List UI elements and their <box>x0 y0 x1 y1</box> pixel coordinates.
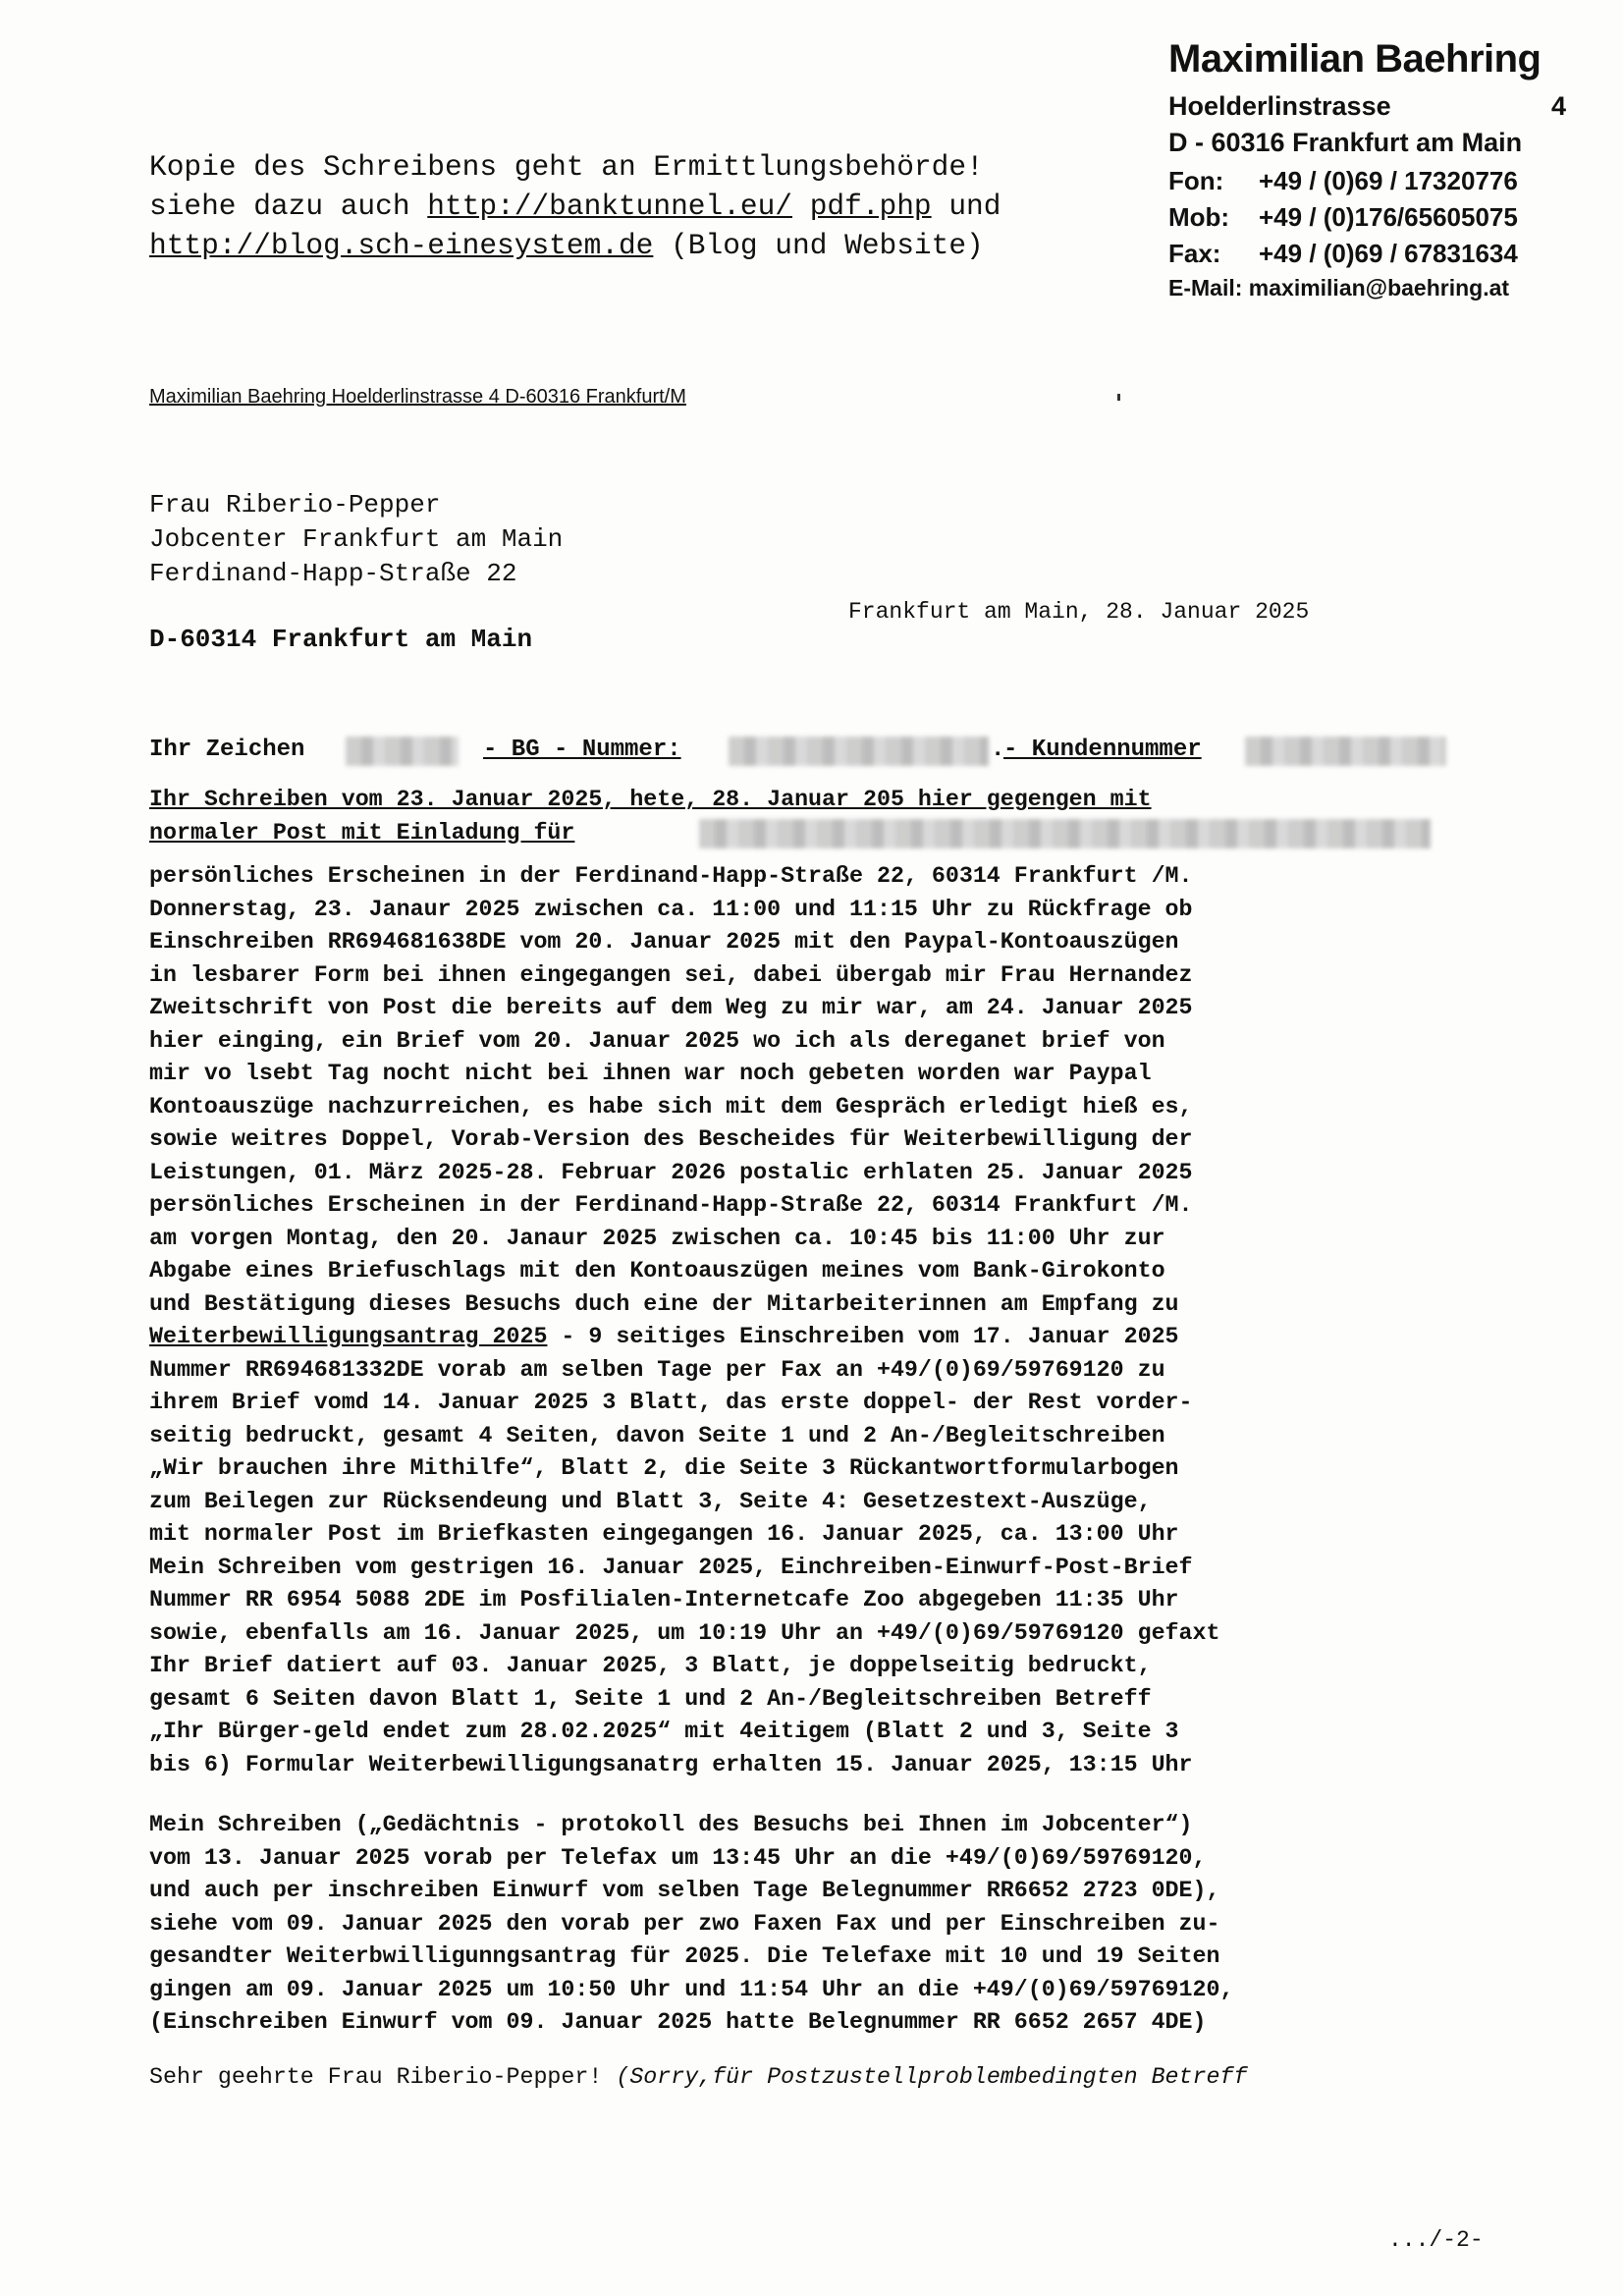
copy-note-text: und <box>931 190 1001 223</box>
body-paragraph-1 <box>149 860 1485 1781</box>
copy-note-line-1: Kopie des Schreibens geht an Ermittlungsbehörde! <box>149 150 984 184</box>
body-paragraph-1-line: persönliches Erscheinen in der Ferdinand-Happ-Straße 22, 60314 Frankfurt /M. <box>149 1192 1193 1218</box>
page-continuation: .../-2- <box>1388 2227 1484 2253</box>
body-paragraph-1-line: Nummer RR694681332DE vorab am selben Tage per Fax an +49/(0)69/59769120 zu <box>149 1356 1165 1383</box>
sender-letterhead <box>1168 37 1571 301</box>
body-paragraph-1-line: Mein Schreiben vom gestrigen 16. Januar 2025, Einchreiben-Einwurf-Post-Brief <box>149 1554 1193 1580</box>
body-paragraph-1-line: in lesbarer Form bei ihnen eingegangen sei, dabei übergab mir Frau Hernandez <box>149 961 1193 988</box>
copy-note <box>149 147 1001 265</box>
sender-name: Maximilian Baehring <box>1168 37 1542 81</box>
subject-line-2 <box>149 817 1485 850</box>
body-paragraph-1-line: Abgabe eines Briefuschlags mit den Kontoauszügen meines vom Bank-Girokonto <box>149 1258 1165 1284</box>
body-paragraph-2 <box>149 1809 1485 2040</box>
body-paragraph-1-line: Weiterbewilligungsantrag 2025 - 9 seitiges Einschreiben vom 17. Januar 2025 <box>149 1324 1179 1349</box>
subject-block <box>149 784 1485 849</box>
recipient-address <box>149 488 563 591</box>
body-paragraph-1-line: hier einging, ein Brief vom 20. Januar 2025 wo ich als dereganet brief von <box>149 1027 1165 1054</box>
body-paragraph-1-line: gesamt 6 Seiten davon Blatt 1, Seite 1 und 2 An-/Begleitschreiben Betreff <box>149 1685 1152 1712</box>
contact-phone-label: Fon: <box>1168 166 1224 195</box>
subject-line-2-text: normaler Post mit Einladung für <box>149 819 575 846</box>
link-banktunnel[interactable]: http://banktunnel.eu/ <box>427 190 793 223</box>
contact-fax <box>1168 239 1571 269</box>
body-paragraph-2-line: gingen am 09. Januar 2025 um 10:50 Uhr und 11:54 Uhr an die +49/(0)69/59769120, <box>149 1976 1234 2002</box>
body-paragraph-2-line: siehe vom 09. Januar 2025 den vorab per zwo Faxen Fax und per Einschreiben zu- <box>149 1910 1220 1937</box>
recipient-organisation: Jobcenter Frankfurt am Main <box>149 524 564 554</box>
body-paragraph-2-line: (Einschreiben Einwurf vom 09. Januar 2025 hatte Belegnummer RR 6652 2657 4DE) <box>149 2009 1207 2035</box>
contact-fax-value: +49 / (0)69 / 67831634 <box>1259 239 1518 268</box>
body-paragraph-1-line: mit normaler Post im Briefkasten eingegangen 16. Januar 2025, ca. 13:00 Uhr <box>149 1521 1179 1547</box>
link-pdf[interactable]: pdf.php <box>809 190 932 223</box>
ref-zeichen-label: Ihr Zeichen <box>149 737 305 763</box>
salutation <box>149 2064 1247 2090</box>
body-paragraph-1-line: persönliches Erscheinen in der Ferdinand-Happ-Straße 22, 60314 Frankfurt /M. <box>149 863 1193 889</box>
body-paragraph-2-line: Mein Schreiben („Gedächtnis - protokoll des Besuchs bei Ihnen im Jobcenter“) <box>149 1812 1193 1837</box>
sender-house-number: 4 <box>1550 91 1566 121</box>
fold-mark <box>1117 394 1120 401</box>
redacted-bg-number <box>729 737 989 766</box>
place-date: Frankfurt am Main, 28. Januar 2025 <box>848 599 1310 625</box>
body-paragraph-1-line: Kontoauszüge nachzurreichen, es habe sich mit dem Gespräch erledigt hieß es, <box>149 1093 1193 1120</box>
body-paragraph-1-line: seitig bedruckt, gesamt 4 Seiten, davon Seite 1 und 2 An-/Begleitschreiben <box>149 1422 1165 1449</box>
body-paragraph-1-line: Ihr Brief datiert auf 03. Januar 2025, 3 Blatt, je doppelseitig bedruckt, <box>149 1653 1152 1678</box>
copy-note-line-2 <box>149 187 1001 226</box>
redacted-kundennummer <box>1245 737 1446 766</box>
salutation-text: Sehr geehrte Frau Riberio-Pepper! <box>149 2064 603 2090</box>
body-paragraph-2-line: vom 13. Januar 2025 vorab per Telefax um 13:45 Uhr an die +49/(0)69/59769120, <box>149 1844 1207 1871</box>
body-paragraph-1-line: am vorgen Montag, den 20. Janaur 2025 zwischen ca. 10:45 bis 11:00 Uhr zur <box>149 1225 1165 1251</box>
redacted-invitation-details <box>699 819 1431 848</box>
body-paragraph-1-line: Nummer RR 6954 5088 2DE im Posfilialen-Internetcafe Zoo abgegeben 11:35 Uhr <box>149 1587 1179 1613</box>
body-paragraph-1-line: zum Beilegen zur Rücksendeung und Blatt 3, Seite 4: Gesetzestext-Auszüge, <box>149 1488 1152 1514</box>
contact-mobile-label: Mob: <box>1168 202 1230 232</box>
contact-phone-value: +49 / (0)69 / 17320776 <box>1259 166 1518 195</box>
contact-mobile <box>1168 202 1571 233</box>
body-paragraph-1-line: ihrem Brief vomd 14. Januar 2025 3 Blatt, das erste doppel- der Rest vorder- <box>149 1390 1193 1415</box>
sender-street-row <box>1168 91 1566 122</box>
body-paragraph-1-line: Einschreiben RR694681638DE vom 20. Januar 2025 mit den Paypal-Kontoauszügen <box>149 929 1179 955</box>
return-address-line: Maximilian Baehring Hoelderlinstrasse 4 D-60316 Frankfurt/M <box>149 386 686 408</box>
link-blog[interactable]: http://blog.sch-einesystem.de <box>149 229 654 262</box>
ref-bg-label: - BG - Nummer: <box>483 737 681 763</box>
body-paragraph-2-line: und auch per inschreiben Einwurf vom selben Tage Belegnummer RR6652 2723 0DE), <box>149 1878 1220 1903</box>
body-paragraph-1-line: Leistungen, 01. März 2025-28. Februar 2026 postalic erhlaten 25. Januar 2025 <box>149 1159 1193 1185</box>
recipient-street: Ferdinand-Happ-Straße 22 <box>149 559 517 588</box>
body-paragraph-1-line: sowie weitres Doppel, Vorab-Version des Bescheides für Weiterbewilligung der <box>149 1126 1193 1152</box>
contact-email: E-Mail: maximilian@baehring.at <box>1168 275 1510 301</box>
body-paragraph-1-line: „Wir brauchen ihre Mithilfe“, Blatt 2, die Seite 3 Rückantwortformularbogen <box>149 1455 1179 1481</box>
body-paragraph-1-line: Donnerstag, 23. Janaur 2025 zwischen ca. 11:00 und 11:15 Uhr zu Rückfrage ob <box>149 896 1193 922</box>
recipient-name: Frau Riberio-Pepper <box>149 490 441 519</box>
body-paragraph-1-line: sowie, ebenfalls am 16. Januar 2025, um 10:19 Uhr an +49/(0)69/59769120 gefaxt <box>149 1619 1220 1646</box>
body-paragraph-1-line: bis 6) Formular Weiterbewilligungsanatrg erhalten 15. Januar 2025, 13:15 Uhr <box>149 1751 1193 1777</box>
body-paragraph-1-line: mir vo lsebt Tag nocht nicht bei ihnen war noch gebeten worden war Paypal <box>149 1061 1152 1086</box>
copy-note-line-3 <box>149 226 1001 265</box>
sender-city: D - 60316 Frankfurt am Main <box>1168 128 1523 157</box>
body-paragraph-2-line: gesandter Weiterbwilligunngsantrag für 2025. Die Telefaxe mit 10 und 19 Seiten <box>149 1943 1220 1969</box>
body-paragraph-1-line: und Bestätigung dieses Besuchs duch eine der Mitarbeiterinnen am Empfang zu <box>149 1290 1179 1317</box>
copy-note-text: siehe dazu auch <box>149 190 428 223</box>
redacted-zeichen <box>346 737 459 766</box>
salutation-note: (Sorry,für Postzustellproblembedingten Betreff <box>616 2064 1248 2090</box>
body-paragraph-1-line: „Ihr Bürger-geld endet zum 28.02.2025“ mit 4eitigem (Blatt 2 und 3, Seite 3 <box>149 1719 1179 1744</box>
ref-kunden-label: - Kundennummer <box>1003 737 1202 763</box>
body-paragraph-1-line: Zweitschrift von Post die bereits auf dem Weg zu mir war, am 24. Januar 2025 <box>149 995 1193 1020</box>
subject-line-1: Ihr Schreiben vom 23. Januar 2025, hete, 28. Januar 205 hier gegengen mit <box>149 787 1152 812</box>
sender-street: Hoelderlinstrasse <box>1168 91 1391 121</box>
underlined-reference: Weiterbewilligungsantrag 2025 <box>149 1324 548 1349</box>
contact-fax-label: Fax: <box>1168 239 1221 268</box>
recipient-city: D-60314 Frankfurt am Main <box>149 625 533 654</box>
contact-mobile-value: +49 / (0)176/65605075 <box>1259 202 1518 232</box>
copy-note-text: (Blog und Website) <box>653 229 984 262</box>
contact-phone <box>1168 166 1571 196</box>
ref-dot: . <box>991 737 1005 763</box>
